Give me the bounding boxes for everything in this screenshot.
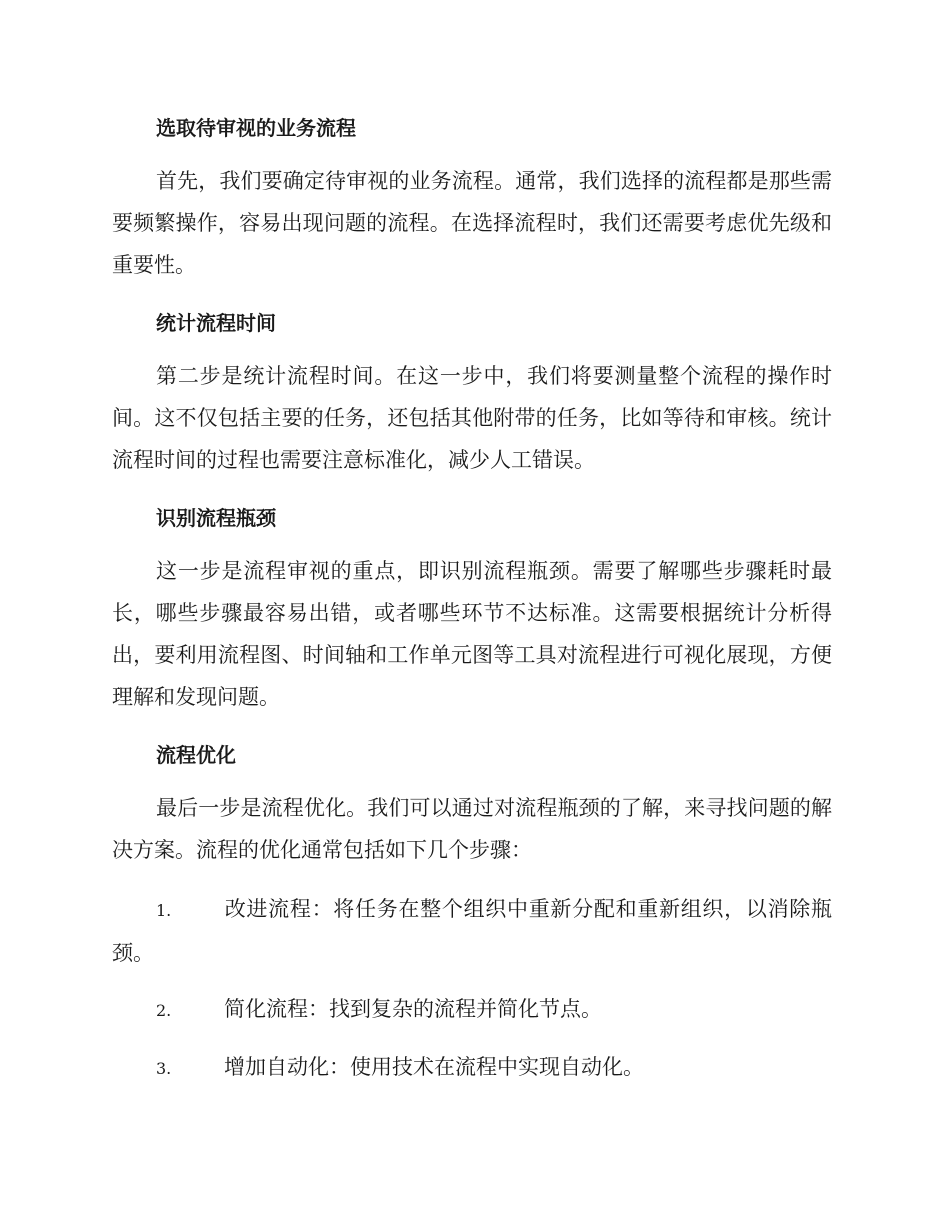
list-item: [112, 988, 832, 1032]
optimization-steps-list: [112, 888, 832, 1090]
section-paragraph-bottleneck: 这一步是流程审视的重点，即识别流程瓶颈。需要了解哪些步骤耗时最长，哪些步骤最容易出错，或者哪些环节不达标准。这需要根据统计分析得出，要利用流程图、时间轴和工作单元图等工具对流程进行可视化展现，方便理解和发现问题。: [112, 559, 832, 709]
list-item-number: 1.: [156, 901, 172, 920]
section-paragraph-select-process: 首先，我们要确定待审视的业务流程。通常，我们选择的流程都是那些需要频繁操作，容易出现问题的流程。在选择流程时，我们还需要考虑优先级和重要性。: [112, 169, 832, 277]
section-paragraph-measure-time: 第二步是统计流程时间。在这一步中，我们将要测量整个流程的操作时间。这不仅包括主要的任务，还包括其他附带的任务，比如等待和审核。统计流程时间的过程也需要注意标准化，减少人工错误。: [112, 364, 832, 472]
section-heading-bottleneck: 识别流程瓶颈: [156, 506, 276, 530]
list-item-text: 改进流程：将任务在整个组织中重新分配和重新组织，以消除瓶颈。: [112, 897, 832, 965]
section-heading-select-process: 选取待审视的业务流程: [156, 116, 356, 140]
list-item: [112, 1046, 832, 1090]
section-heading-optimization: 流程优化: [156, 743, 236, 767]
list-item-number: 2.: [156, 1001, 172, 1020]
section-paragraph-optimization: 最后一步是流程优化。我们可以通过对流程瓶颈的了解，来寻找问题的解决方案。流程的优化通常包括如下几个步骤：: [112, 796, 832, 862]
list-item-number: 3.: [156, 1059, 172, 1078]
section-heading-measure-time: 统计流程时间: [156, 311, 276, 335]
list-item: [112, 888, 832, 974]
list-item-text: 增加自动化：使用技术在流程中实现自动化。: [224, 1055, 644, 1079]
list-item-text: 简化流程：找到复杂的流程并简化节点。: [224, 997, 602, 1021]
